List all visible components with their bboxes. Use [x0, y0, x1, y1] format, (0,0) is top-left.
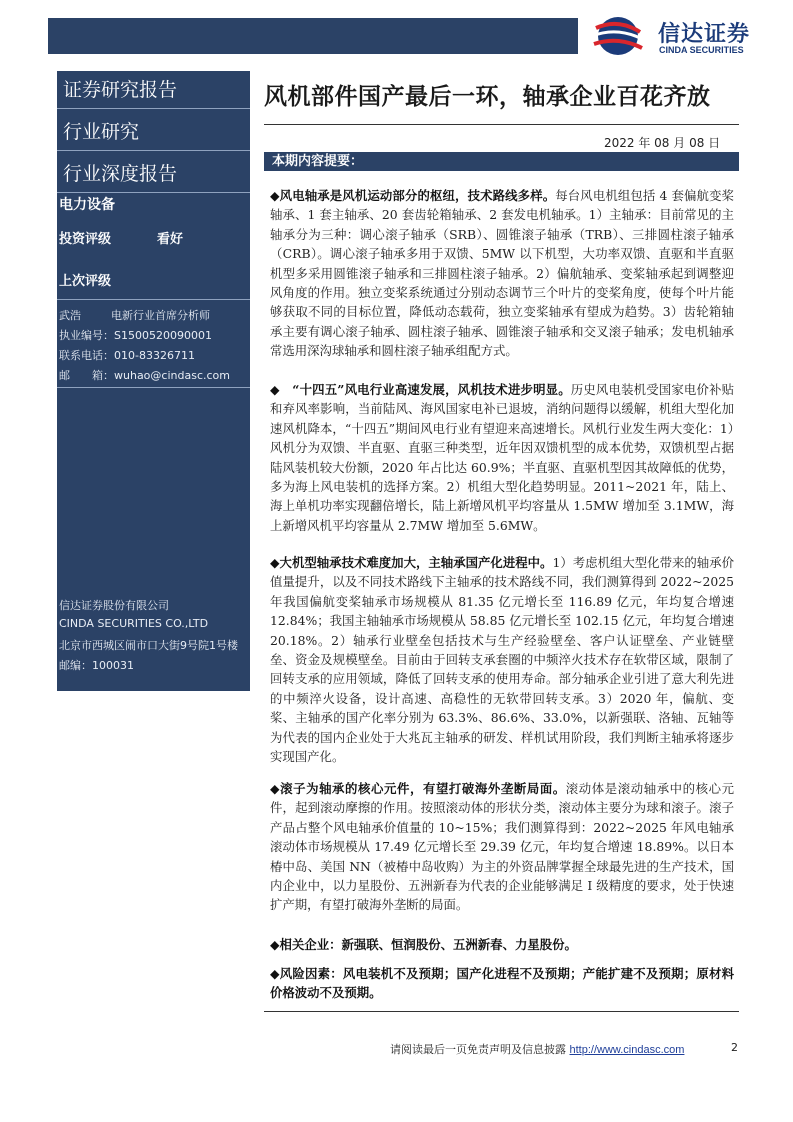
analyst-email: 邮 箱：wuhao@cindasc.com — [59, 369, 230, 382]
industry-label: 电力设备 — [59, 197, 115, 213]
summary-paragraph — [270, 553, 734, 766]
summary-paragraph — [270, 779, 734, 915]
analyst-title: 电新行业首席分析师 — [111, 309, 210, 322]
summary-header: 本期内容提要： — [264, 152, 739, 171]
rating-label: 投资评级 — [59, 232, 112, 247]
sidebar — [57, 71, 250, 691]
report-subtype: 行业深度报告 — [57, 155, 250, 193]
paragraph-lead: ◆相关企业：新强联、恒润股份、五洲新春、力星股份。 — [270, 937, 577, 952]
report-date: 2022 年 08 月 08 日 — [604, 136, 721, 150]
paragraph-body: 每台风电机组包括 4 套偏航变桨轴承、1 套主轴承、20 套齿轮箱轴承、2 套发电机轴承。1）主轴承：目前常见的主轴承分为三种：调心滚子轴承（SRB）、圆锥滚子轴承（TRB）、三排圆柱滚子轴承（CRB）。调心滚子轴承多用于双馈、5MW 以下机型，大功率双馈、直驱和半直驱机型多采用圆锥滚子轴承和三排圆柱滚子轴承。2）偏航轴承、变桨轴承起到调整迎风角度的作用。独立变桨系统通过分别动态调节三个叶片的变桨角度，使每个叶片能够获取不同的目标位置，降低动态载荷，独立变桨轴承有望成为趋势。3）齿轮箱轴承主要有调心滚子轴承、圆柱滚子轴承、圆锥滚子轴承和交叉滚子轴承；发电机轴承常选用深沟球轴承和圆柱滚子轴承组配方式。 — [270, 188, 734, 359]
paragraph-body: 1）考虑机组大型化带来的轴承价值量提升，以及不同技术路线下主轴承的技术路线不同，我们测算得到 2022~2025 年我国偏航变桨轴承市场规模从 81.35 亿元增长至 116.89 亿元，年均复合增速 12.84%；我国主轴轴承市场规模从 58.85 亿元增长至 102.15 亿元，年均复合增速 20.18%。2）轴承行业壁垒包括技术与生产经验壁垒、客户认证壁垒、产业链壁垒、资金及规模壁垒。目前由于回转支承套圈的中频淬火技术存在软带区域，限制了回转支承的应用领域，降低了回转支承的使用寿命。部分轴承企业引进了意大利先进的中频淬火设备，设计高速、高稳性的无软带回转支承。3）2020 年，偏航、变桨、主轴承的国产化率分别为 63.3%、86.6%、33.0%，以新强联、洛轴、瓦轴等为代表的国内企业处于大兆瓦主轴承的研发、样机试用阶段，我们判断主轴承将逐步实现国产化。 — [270, 555, 735, 765]
website-link[interactable]: http://www.cindasc.com — [569, 1044, 685, 1056]
analyst-name: 武浩 — [59, 309, 81, 322]
paragraph-lead: ◆风电轴承是风机运动部分的枢纽，技术路线多样。 — [270, 188, 556, 203]
summary-paragraph — [270, 186, 734, 361]
analyst-license: 执业编号：S1500520090001 — [59, 329, 212, 342]
page-title: 风机部件国产最后一环，轴承企业百花齐放 — [264, 84, 711, 110]
cinda-logo — [582, 14, 782, 60]
analyst-phone: 联系电话：010-83326711 — [59, 349, 195, 362]
paragraph-lead: ◆ “十四五”风电行业高速发展，风机技术进步明显。 — [270, 382, 571, 397]
paragraph-lead: ◆滚子为轴承的核心元件，有望打破海外垄断局面。 — [270, 781, 566, 796]
rating-value: 看好 — [157, 232, 184, 247]
paragraph-body: 历史风电装机受国家电价补贴和弃风率影响，当前陆风、海风国家电补已退坡，消纳问题得以缓解，机组大型化加速风机降本，“十四五”期间风电行业有望迎来高速增长。风机行业发生两大变化：1）风机分为双馈、半直驱、直驱三种类型，近年因双馈机型的成本优势，双馈机型占据陆风装机较大份额，2020 年占比达 60.9%；半直驱、直驱机型因其故障低的优势，多为海上风电装机的选择方案。2）机组大型化趋势明显。2011~2021 年，陆上、海上单机功率实现翻倍增长，陆上新增风机平均容量从 1.5MW 增加至 3.1MW，海上新增风机平均容量从 2.7MW 增加至 5.6MW。 — [270, 382, 734, 533]
logo-text-en: CINDA SECURITIES — [659, 45, 744, 55]
report-type: 证券研究报告 — [57, 71, 250, 109]
footer-disclaimer — [390, 1041, 684, 1057]
sidebar-divider — [57, 299, 250, 300]
title-divider — [264, 124, 739, 125]
risk-factors — [270, 964, 734, 1003]
logo-globe-icon — [582, 14, 652, 58]
page-number: 2 — [731, 1041, 738, 1054]
content-bottom-divider — [264, 1011, 739, 1012]
header-bar — [48, 18, 578, 54]
prev-rating-label: 上次评级 — [59, 274, 112, 289]
logo-text-cn: 信达证券 — [658, 22, 751, 47]
paragraph-lead: ◆风险因素：风电装机不及预期；国产化进程不及预期；产能扩建不及预期；原材料价格波动不及预期。 — [270, 966, 734, 1001]
company-name-cn: 信达证券股份有限公司 — [59, 599, 169, 612]
summary-paragraph — [270, 380, 734, 535]
related-companies — [270, 935, 734, 954]
company-address: 北京市西城区闹市口大街9号院1号楼 — [59, 639, 238, 652]
sidebar-divider — [57, 387, 250, 388]
paragraph-body: 滚动体是滚动轴承中的核心元件，起到滚动摩擦的作用。按照滚动体的形状分类，滚动体主要分为球和滚子。滚子产品占整个风电轴承价值量的 10~15%；我们测算得到：2022~2025 年风电轴承滚动体市场规模从 17.49 亿元增长至 29.39 亿元，年均复合增速 18.89%。以日本椿中岛、美国 NN（被椿中岛收购）为主的外资品牌掌握全球最先进的生产技术，国内企业中，以力星股份、五洲新春为代表的企业能够满足 I 级精度的要求，处于快速扩产期，有望打破海外垄断的局面。 — [270, 781, 735, 913]
company-name-en: CINDA SECURITIES CO.,LTD — [59, 617, 209, 630]
report-section: 行业研究 — [57, 113, 250, 151]
company-postcode: 邮编：100031 — [59, 659, 134, 672]
disclaimer-text: 请阅读最后一页免责声明及信息披露 — [390, 1043, 566, 1056]
paragraph-lead: ◆大机型轴承技术难度加大，主轴承国产化进程中。 — [270, 555, 553, 570]
